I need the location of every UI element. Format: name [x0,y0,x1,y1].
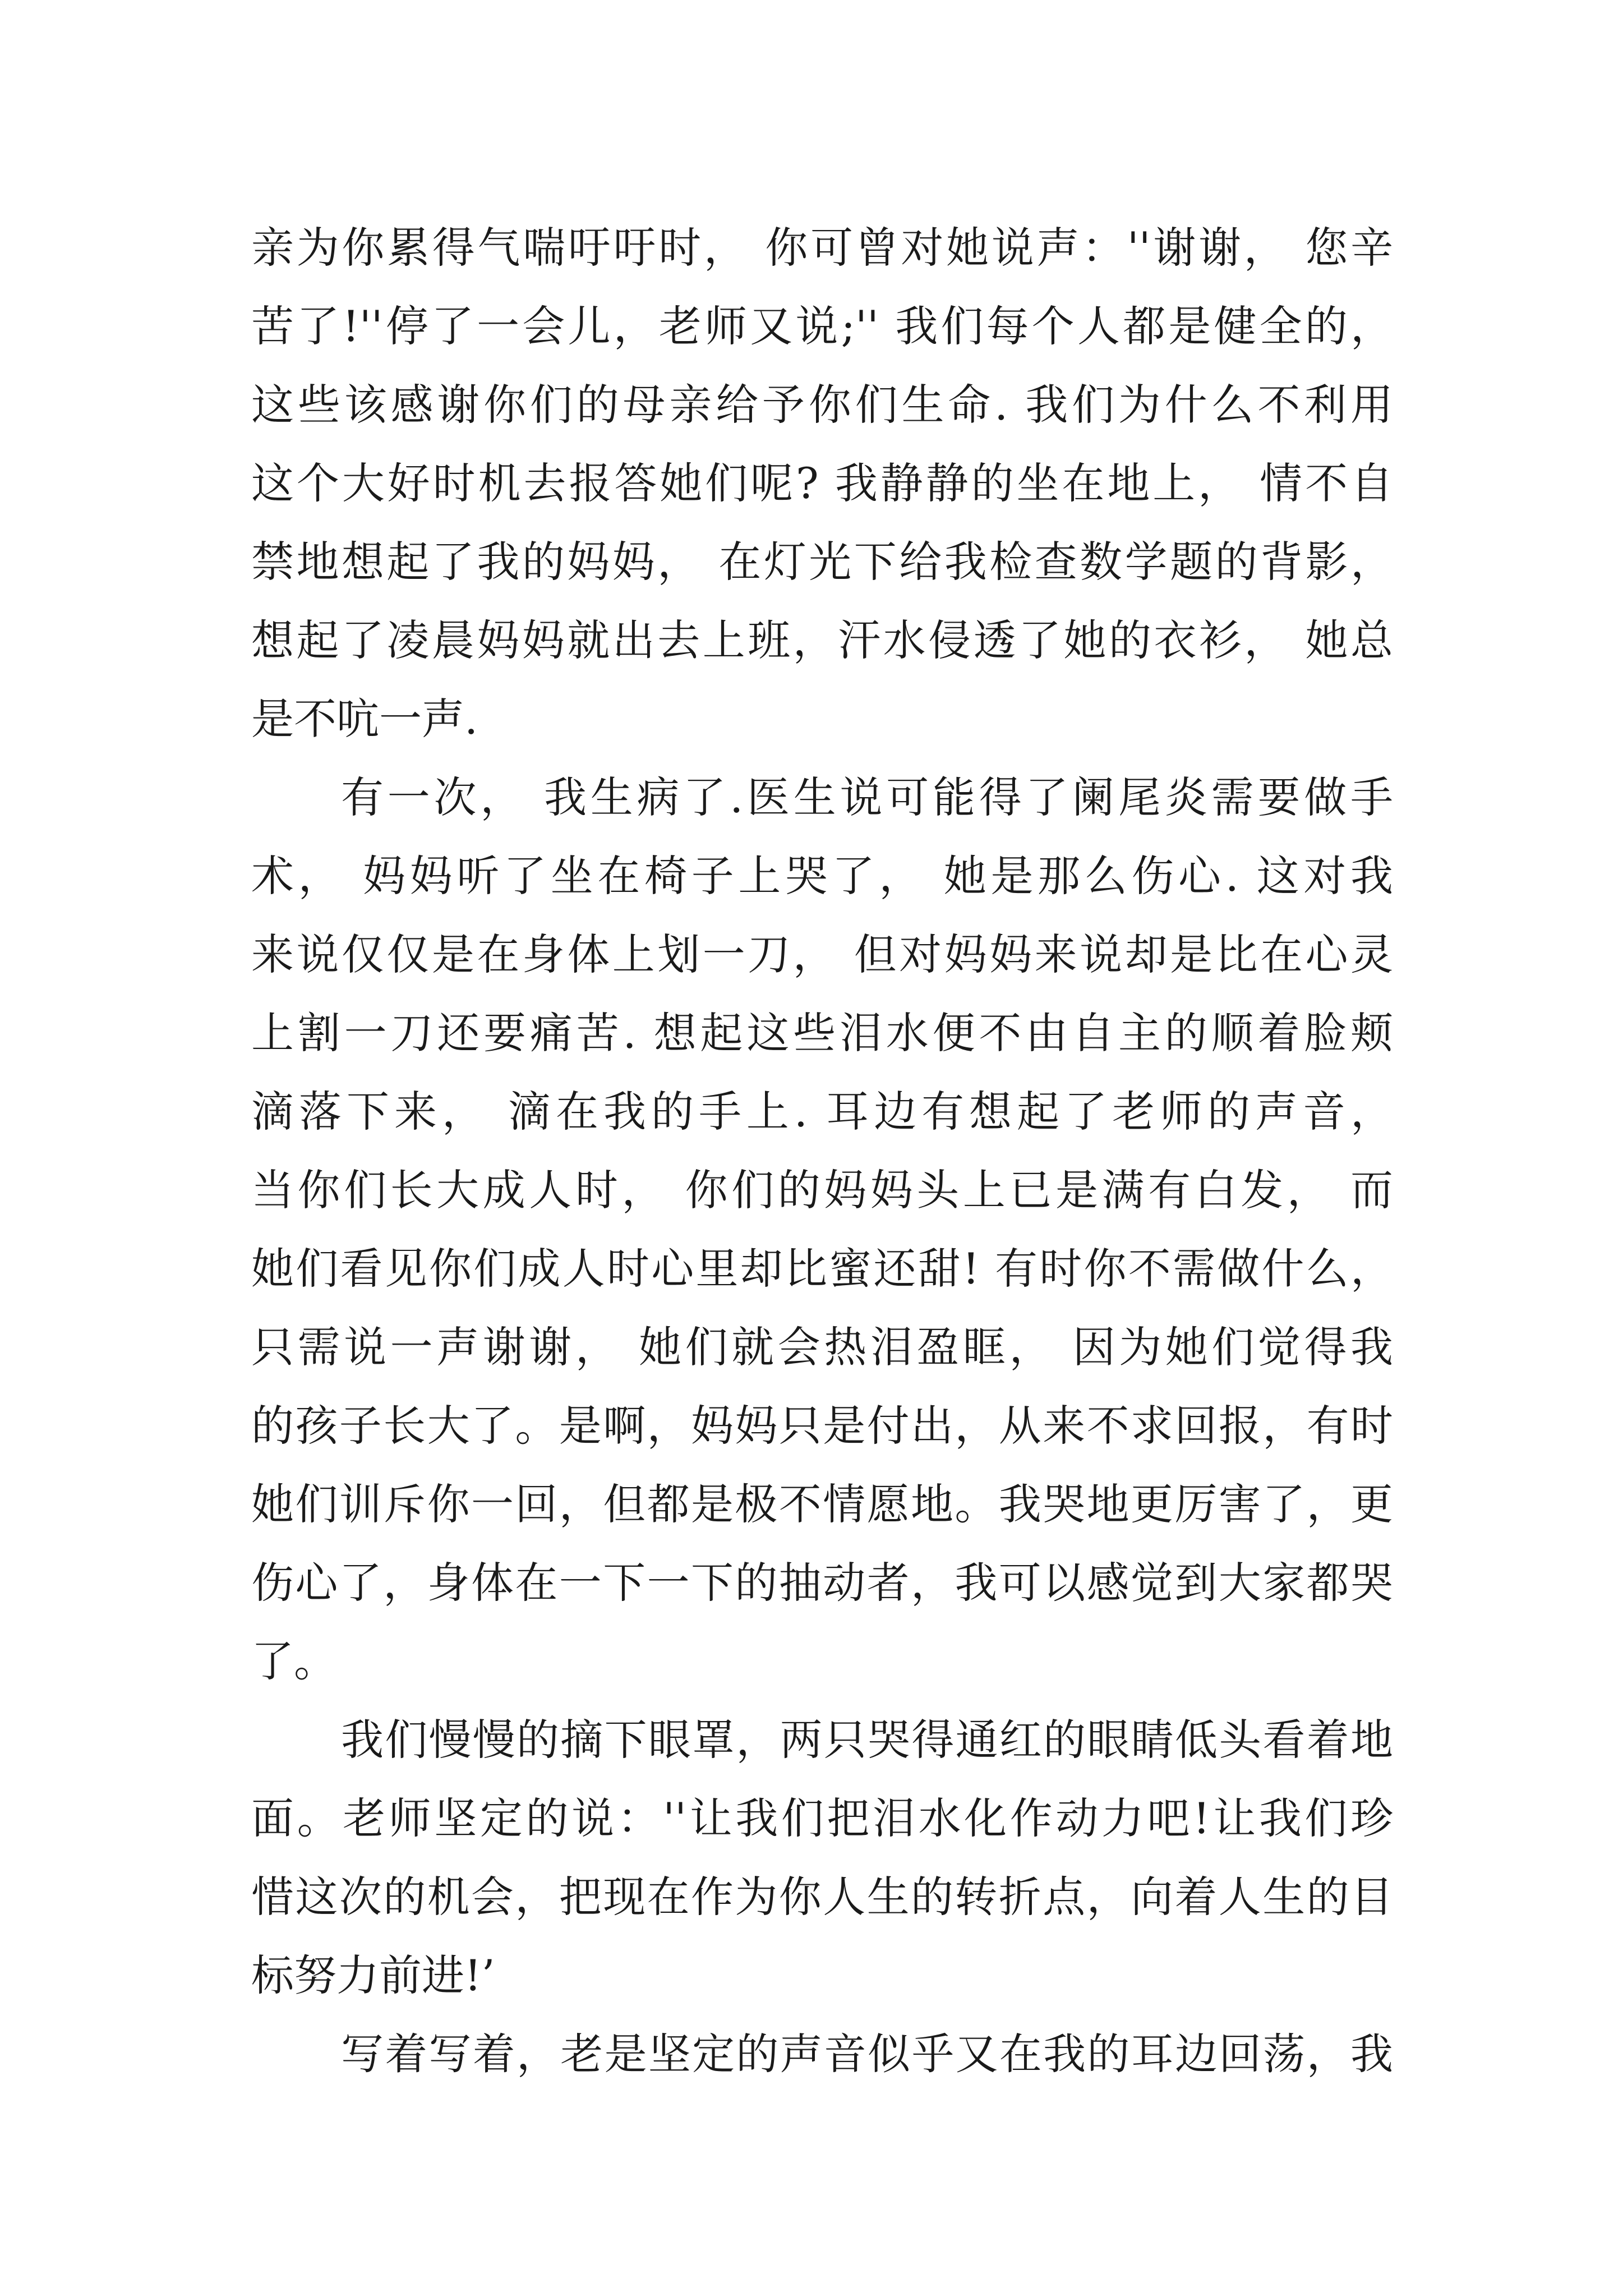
text-line: 禁地想起了我的妈妈， 在灯光下给我检查数学题的背影， [251,537,1393,587]
text-line: 苦了!''停了一会儿，老师又说;'' 我们每个人都是健全的， [251,301,1393,351]
text-line: 的孩子长大了。是啊，妈妈只是付出，从来不求回报，有时 [251,1401,1393,1451]
text-line: 了。 [251,1636,336,1686]
text-line: 伤心了，身体在一下一下的抽动者，我可以感觉到大家都哭 [251,1558,1393,1608]
document-page [251,209,1393,2093]
text-line: 她们训斥你一回，但都是极不情愿地。我哭地更厉害了，更 [251,1479,1393,1529]
text-line: 术， 妈妈听了坐在椅子上哭了， 她是那么伤心. 这对我 [251,851,1393,901]
text-line: 是不吭一声. [251,694,478,744]
paragraph [251,1701,1393,2015]
paragraph [251,209,1393,758]
text-line: 写着写着，老是坚定的声音似乎又在我的耳边回荡，我 [341,2029,1393,2079]
paragraph [251,758,1393,1701]
text-line: 她们看见你们成人时心里却比蜜还甜! 有时你不需做什么， [251,1244,1393,1294]
text-line: 这些该感谢你们的母亲给予你们生命. 我们为什么不利用 [251,380,1393,430]
text-line: 当你们长大成人时， 你们的妈妈头上已是满有白发， 而 [251,1165,1393,1215]
text-line: 亲为你累得气喘吁吁时， 你可曾对她说声：''谢谢， 您辛 [251,223,1393,273]
text-line: 只需说一声谢谢， 她们就会热泪盈眶， 因为她们觉得我 [251,1322,1393,1372]
text-line: 惜这次的机会，把现在作为你人生的转折点，向着人生的目 [251,1872,1393,1922]
paragraph [251,2015,1393,2093]
text-line: 这个大好时机去报答她们呢? 我静静的坐在地上， 情不自 [251,458,1393,508]
text-line: 想起了凌晨妈妈就出去上班，汗水侵透了她的衣衫， 她总 [251,615,1393,665]
text-line: 来说仅仅是在身体上划一刀， 但对妈妈来说却是比在心灵 [251,930,1393,979]
text-line: 滴落下来， 滴在我的手上. 耳边有想起了老师的声音， [251,1087,1393,1137]
text-line: 我们慢慢的摘下眼罩，两只哭得通红的眼睛低头看着地 [341,1715,1393,1765]
text-line: 上割一刀还要痛苦. 想起这些泪水便不由自主的顺着脸颊 [251,1008,1393,1058]
text-line: 标努力前进!’ [251,1950,495,2000]
text-line: 面。老师坚定的说：''让我们把泪水化作动力吧!让我们珍 [251,1793,1393,1843]
text-line: 有一次， 我生病了.医生说可能得了阑尾炎需要做手 [341,772,1393,822]
